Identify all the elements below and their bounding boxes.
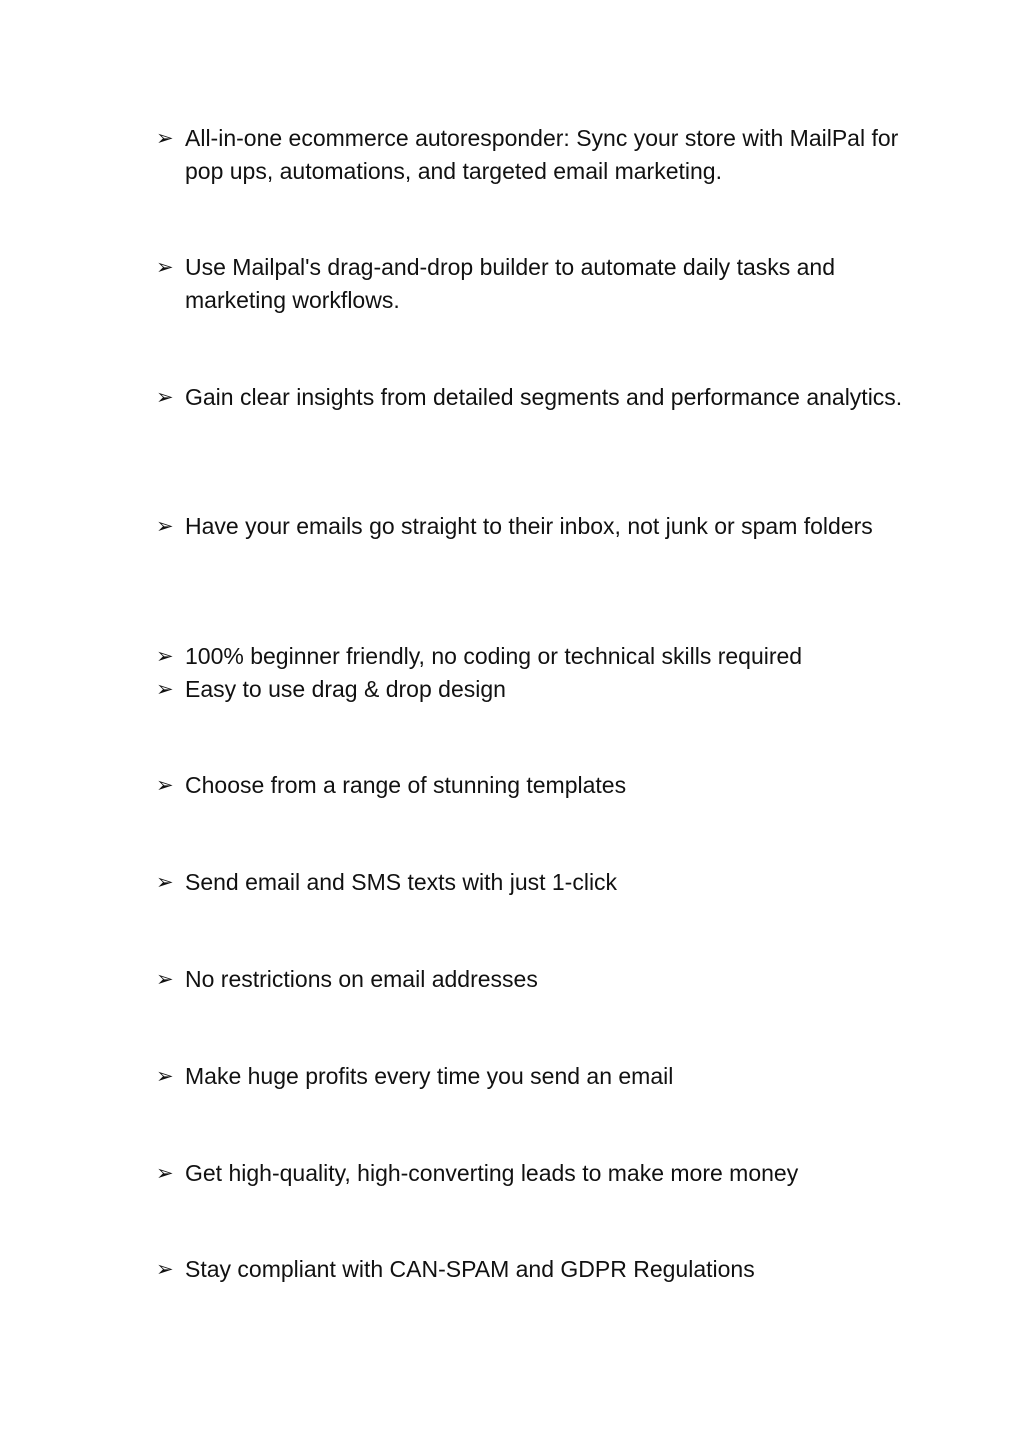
bullet-text: All-in-one ecommerce autoresponder: Sync your store with MailPal for pop ups, automations, and targeted email marketing. (185, 125, 899, 184)
arrowhead-bullet-icon: ➢ (156, 1064, 174, 1088)
bullet-text: Make huge profits every time you send an email (185, 1063, 674, 1089)
bullet-item (156, 510, 906, 543)
bullet-item (156, 1157, 906, 1190)
bullet-item (156, 251, 906, 317)
bullet-item (156, 1253, 906, 1286)
arrowhead-bullet-icon: ➢ (156, 385, 174, 409)
arrowhead-bullet-icon: ➢ (156, 644, 174, 668)
arrowhead-bullet-icon: ➢ (156, 1161, 174, 1185)
bullet-item (156, 673, 906, 706)
bullet-text: Stay compliant with CAN-SPAM and GDPR Regulations (185, 1256, 755, 1282)
bullet-text: Choose from a range of stunning templates (185, 772, 627, 798)
arrowhead-bullet-icon: ➢ (156, 255, 174, 279)
bullet-text: Use Mailpal's drag-and-drop builder to automate daily tasks and marketing workflows. (185, 254, 836, 313)
bullet-text: Send email and SMS texts with just 1-click (185, 869, 618, 895)
bullet-item (156, 769, 906, 802)
arrowhead-bullet-icon: ➢ (156, 677, 174, 701)
bullet-item (156, 640, 906, 673)
bullet-item (156, 1060, 906, 1093)
arrowhead-bullet-icon: ➢ (156, 870, 174, 894)
arrowhead-bullet-icon: ➢ (156, 1257, 174, 1281)
bullet-item (156, 381, 906, 414)
bullet-text: Gain clear insights from detailed segments and performance analytics. (185, 384, 903, 410)
arrowhead-bullet-icon: ➢ (156, 126, 174, 150)
bullet-text: Have your emails go straight to their inbox, not junk or spam folders (185, 513, 873, 539)
bullet-item (156, 963, 906, 996)
bullet-text: Get high-quality, high-converting leads to make more money (185, 1160, 799, 1186)
arrowhead-bullet-icon: ➢ (156, 773, 174, 797)
arrowhead-bullet-icon: ➢ (156, 967, 174, 991)
arrowhead-bullet-icon: ➢ (156, 514, 174, 538)
bullet-text: 100% beginner friendly, no coding or technical skills required (185, 643, 803, 669)
bullet-item (156, 122, 906, 188)
bullet-item (156, 866, 906, 899)
bullet-text: No restrictions on email addresses (185, 966, 538, 992)
bullet-text: Easy to use drag & drop design (185, 676, 506, 702)
